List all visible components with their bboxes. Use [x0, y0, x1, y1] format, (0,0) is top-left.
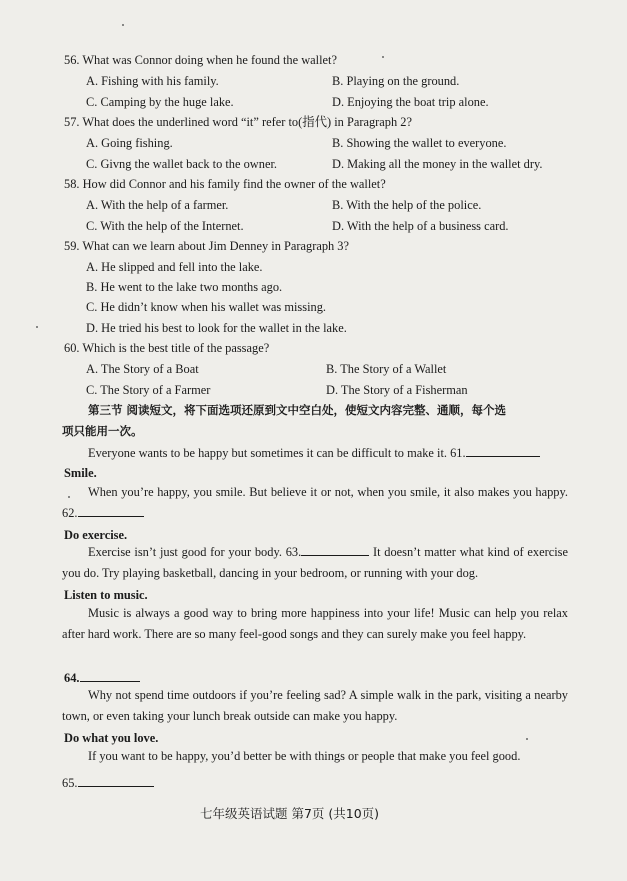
question-60-option-d: D. The Story of a Fisherman — [326, 383, 468, 397]
scan-speck — [68, 496, 70, 498]
heading-64-label: 64. — [64, 671, 80, 685]
paragraph-exercise — [62, 542, 568, 584]
question-57-option-a: A. Going fishing. — [86, 136, 173, 150]
question-56-option-a: A. Fishing with his family. — [86, 74, 219, 88]
heading-music: Listen to music. — [64, 588, 148, 602]
heading-exercise: Do exercise. — [64, 528, 128, 542]
blank-61 — [466, 444, 540, 457]
paragraph-smile-text: When you’re happy, you smile. But believe it or not, when you smile, it also makes you happy. 62. — [62, 485, 568, 520]
question-56-stem: 56. What was Connor doing when he found the wallet? — [64, 53, 337, 67]
heading-smile: Smile. — [64, 466, 97, 480]
paragraph-exercise-text-a: Exercise isn’t just good for your body. 63. — [88, 545, 302, 559]
question-59-stem: 59. What can we learn about Jim Denney in Paragraph 3? — [64, 239, 350, 253]
question-58-option-a: A. With the help of a farmer. — [86, 198, 229, 212]
question-56-option-d: D. Enjoying the boat trip alone. — [332, 95, 489, 109]
question-60-option-a: A. The Story of a Boat — [86, 362, 199, 376]
blank-63 — [301, 543, 369, 556]
question-57-option-c: C. Givng the wallet back to the owner. — [86, 157, 277, 171]
question-60-option-c: C. The Story of a Farmer — [86, 383, 211, 397]
paragraph-outdoors: Why not spend time outdoors if you’re feeling sad? A simple walk in the park, visiting a nearby town, or even taking your lunch break outside can make you happy. — [62, 688, 568, 723]
section-3-instruction: 第三节 阅读短文，将下面选项还原到文中空白处，使短文内容完整、通顺，每个选 — [88, 403, 506, 417]
question-59-option-d: D. He tried his best to look for the wallet in the lake. — [86, 321, 347, 335]
question-59-option-c: C. He didn’t know when his wallet was missing. — [86, 300, 326, 314]
blank-65 — [78, 774, 154, 787]
question-56-option-b: B. Playing on the ground. — [332, 74, 460, 88]
page-footer: 七年级英语试题 第7页 (共10页) — [200, 806, 380, 821]
paragraph-exercise-text-b: It doesn’t matter what kind of exercise you do. Try playing basketball, dancing in your bedroom, or running with your dog. — [62, 545, 568, 580]
question-60-option-b: B. The Story of a Wallet — [326, 362, 447, 376]
scan-speck — [122, 24, 124, 26]
question-59-option-a: A. He slipped and fell into the lake. — [86, 260, 263, 274]
scan-speck — [526, 738, 528, 740]
blank-64 — [80, 669, 140, 682]
section-3-instruction-cont: 项只能用一次。 — [62, 424, 143, 438]
scan-speck — [382, 56, 384, 58]
question-60-stem: 60. Which is the best title of the passage? — [64, 341, 270, 355]
question-58-option-d: D. With the help of a business card. — [332, 219, 509, 233]
question-56-option-c: C. Camping by the huge lake. — [86, 95, 234, 109]
question-58-option-c: C. With the help of the Internet. — [86, 219, 244, 233]
heading-64 — [64, 669, 140, 686]
scan-speck — [36, 326, 38, 328]
question-57-option-d: D. Making all the money in the wallet dry. — [332, 157, 543, 171]
paragraph-love: If you want to be happy, you’d better be with things or people that make you feel good. — [88, 749, 521, 763]
question-58-option-b: B. With the help of the police. — [332, 198, 482, 212]
passage-intro — [88, 444, 540, 461]
blank-62 — [78, 504, 144, 517]
passage-intro-text: Everyone wants to be happy but sometimes it can be difficult to make it. 61. — [88, 446, 466, 460]
paragraph-music: Music is always a good way to bring more happiness into your life! Music can help you relax after hard work. There are so many feel-good songs and they can surely make you feel happy. — [62, 606, 568, 641]
question-58-stem: 58. How did Connor and his family find the owner of the wallet? — [64, 177, 386, 191]
line-65-label: 65. — [62, 776, 78, 790]
line-65 — [62, 774, 154, 791]
question-57-option-b: B. Showing the wallet to everyone. — [332, 136, 507, 150]
question-59-option-b: B. He went to the lake two months ago. — [86, 280, 283, 294]
question-57-stem: 57. What does the underlined word “it” refer to(指代) in Paragraph 2? — [64, 115, 412, 129]
heading-do-what-you-love: Do what you love. — [64, 731, 159, 745]
paragraph-smile — [62, 482, 568, 524]
